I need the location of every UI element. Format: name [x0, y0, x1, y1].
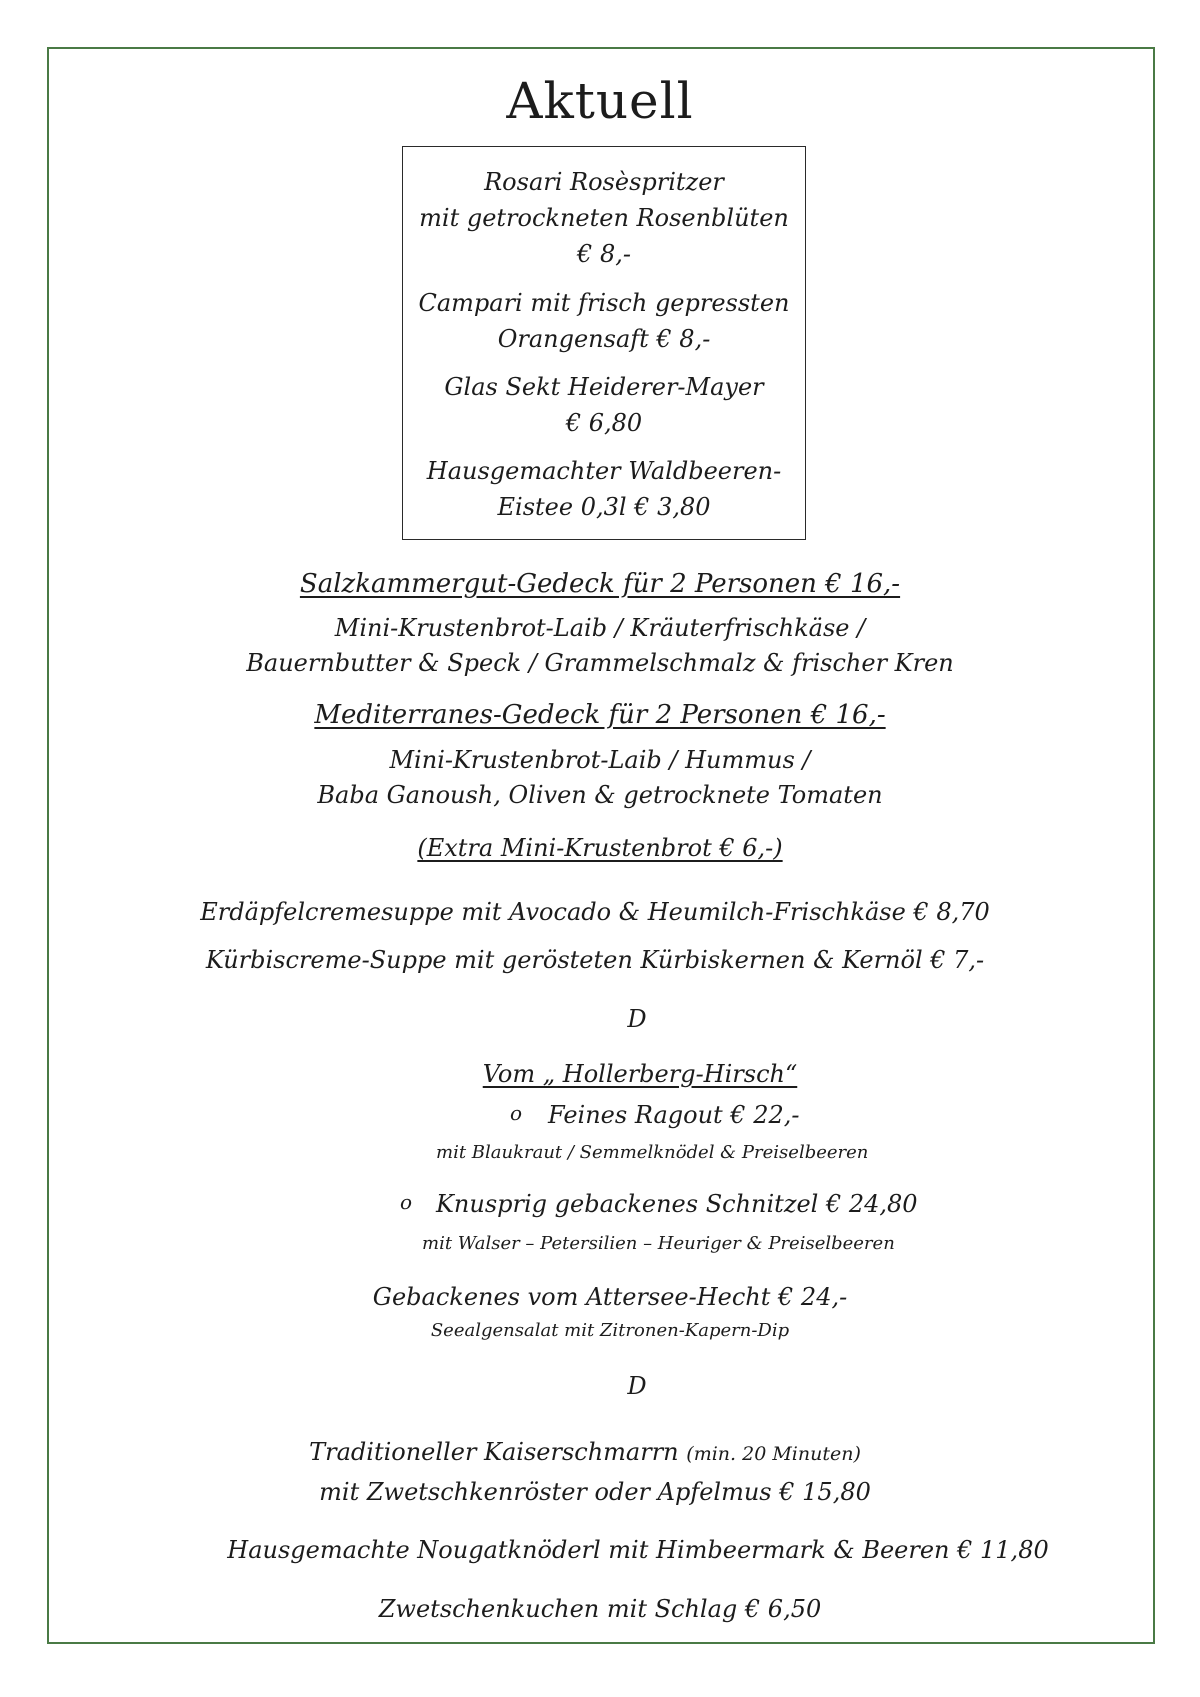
schnitzel-name: Knusprig gebackenes Schnitzel € 24,80	[436, 1190, 918, 1218]
page-title: Aktuell	[506, 72, 694, 130]
kaiserschmarrn-name: Traditioneller Kaiserschmarrn	[309, 1438, 679, 1466]
kaiserschmarrn-side: mit Zwetschkenröster oder Apfelmus € 15,80	[319, 1478, 871, 1506]
hirsch-heading: Vom „ Hollerberg-Hirsch“	[482, 1060, 798, 1088]
drink-3-price: € 6,80	[565, 409, 643, 437]
soup-2: Kürbiscreme-Suppe mit gerösteten Kürbiskernen & Kernöl € 7,-	[205, 946, 985, 974]
kaiserschmarrn-note: (min. 20 Minuten)	[686, 1443, 861, 1465]
hecht-side: Seealgensalat mit Zitronen-Kapern-Dip	[430, 1320, 790, 1341]
salzkammergut-heading: Salzkammergut-Gedeck für 2 Personen € 16,-	[299, 569, 901, 599]
divider-2: D	[627, 1372, 647, 1400]
schnitzel-bullet: o	[400, 1190, 413, 1214]
drink-1-line-1: Rosari Rosèspritzer	[484, 168, 724, 196]
salzkammergut-line-2: Bauernbutter & Speck / Grammelschmalz & frischer Kren	[246, 649, 954, 677]
drink-3-line-1: Glas Sekt Heiderer-Mayer	[444, 373, 764, 401]
zwetschenkuchen: Zwetschenkuchen mit Schlag € 6,50	[378, 1595, 822, 1623]
extra-bread: (Extra Mini-Krustenbrot € 6,-)	[417, 834, 783, 862]
soup-1: Erdäpfelcremesuppe mit Avocado & Heumilch-Frischkäse € 8,70	[200, 898, 990, 926]
kaiserschmarrn-row	[0, 1438, 1185, 1466]
mediterran-line-2: Baba Ganoush, Oliven & getrocknete Tomaten	[317, 781, 883, 809]
mediterran-heading: Mediterranes-Gedeck für 2 Personen € 16,-	[314, 700, 886, 730]
drink-1-line-2: mit getrockneten Rosenblüten	[419, 204, 789, 232]
ragout-name: Feines Ragout € 22,-	[548, 1101, 800, 1129]
mediterran-line-1: Mini-Krustenbrot-Laib / Hummus /	[389, 746, 811, 774]
drink-4-line-2: Eistee 0,3l € 3,80	[497, 493, 711, 521]
divider-1: D	[627, 1005, 647, 1033]
ragout-bullet: o	[510, 1101, 523, 1125]
drink-4-line-1: Hausgemachter Waldbeeren-	[426, 457, 782, 485]
drink-2-line-1: Campari mit frisch gepressten	[418, 289, 790, 317]
nougat-dessert: Hausgemachte Nougatknöderl mit Himbeermark & Beeren € 11,80	[227, 1536, 1049, 1564]
hecht-name: Gebackenes vom Attersee-Hecht € 24,-	[372, 1283, 848, 1311]
salzkammergut-line-1: Mini-Krustenbrot-Laib / Kräuterfrischkäse /	[334, 614, 866, 642]
drink-1-price: € 8,-	[577, 240, 631, 268]
drink-2-line-2: Orangensaft € 8,-	[497, 325, 711, 353]
